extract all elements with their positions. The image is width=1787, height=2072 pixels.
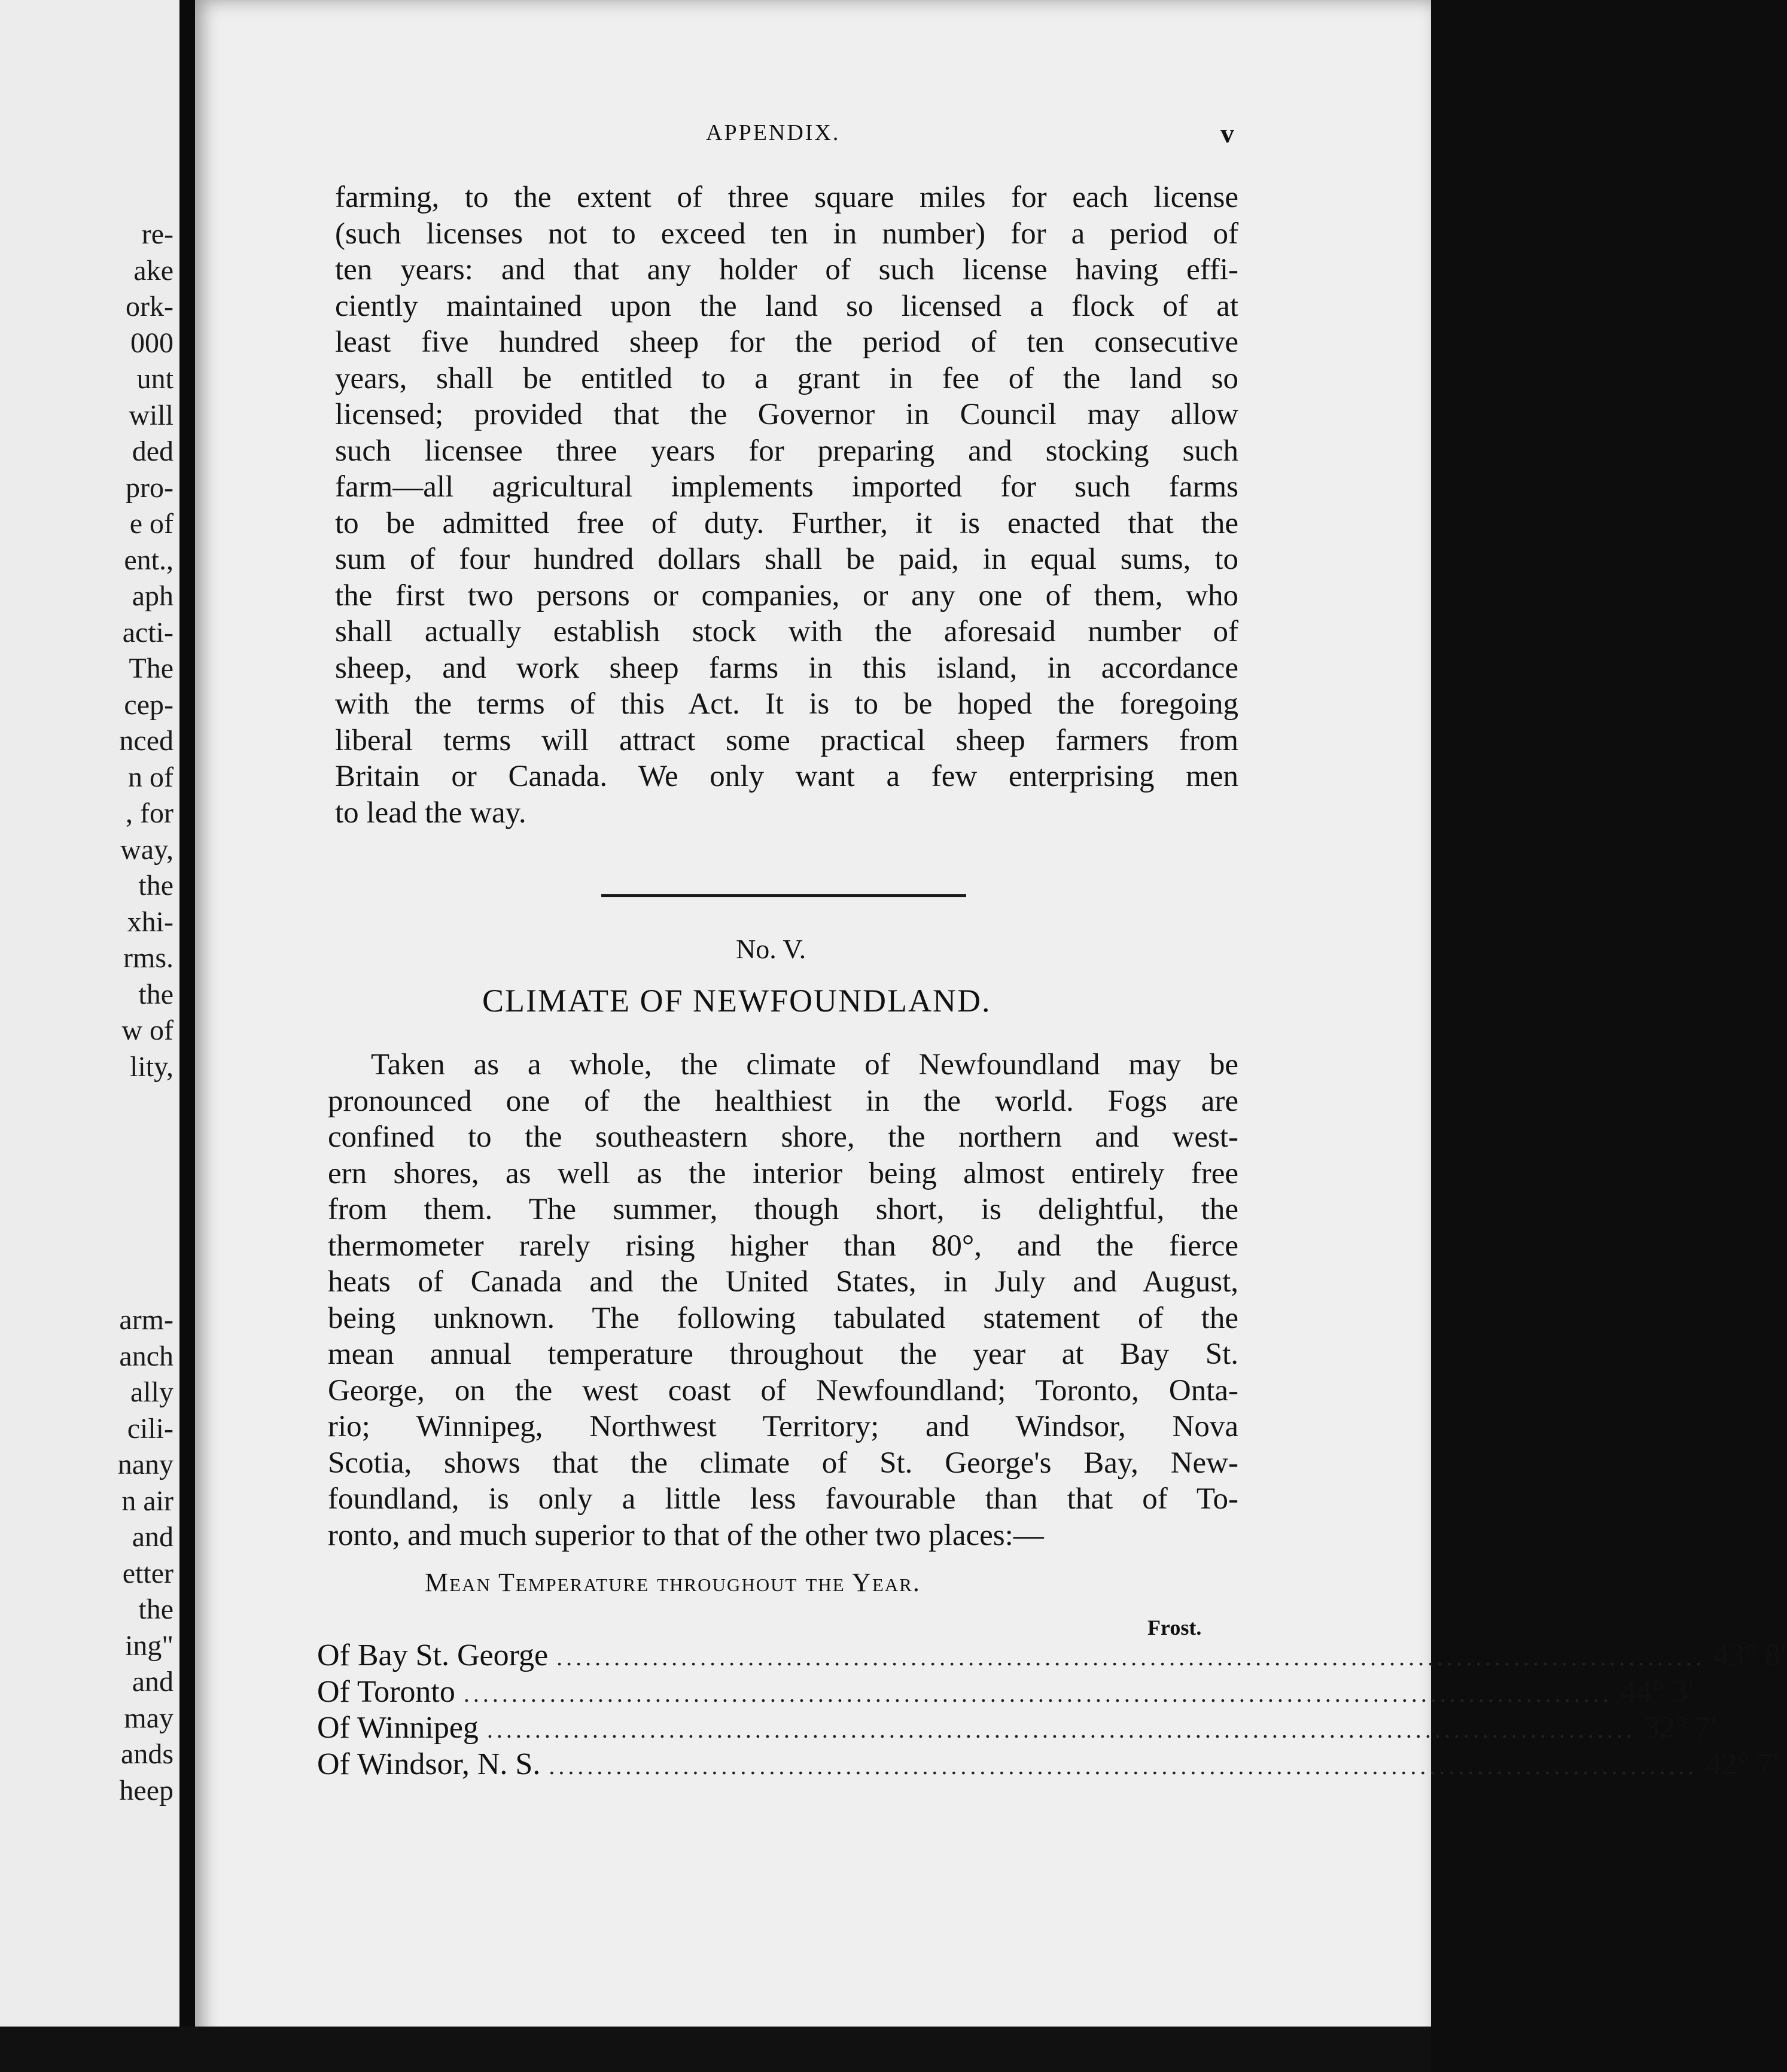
paragraph-climate — [328, 1047, 1238, 1553]
facing-page-fragment: 000 — [130, 327, 173, 359]
text-line: mean annual temperature throughout the year at Bay St. — [328, 1337, 1238, 1371]
facing-page-fragment: heep — [119, 1774, 173, 1806]
facing-page-fragment: the — [138, 870, 173, 901]
text-line: years, shall be entitled to a grant in fee of the land so — [335, 361, 1238, 395]
facing-page-fragment: lity, — [130, 1050, 173, 1083]
facing-page-fragment: rms. — [123, 942, 173, 974]
facing-page-fragment: , for — [126, 797, 173, 829]
facing-page-fragment: ing" — [125, 1629, 173, 1662]
facing-page-fragment: ands — [121, 1738, 173, 1770]
text-line: the first two persons or companies, or any one of them, who — [335, 578, 1238, 613]
table-heading: Mean Temperature throughout the Year. — [425, 1568, 921, 1597]
section-title: CLIMATE OF NEWFOUNDLAND. — [482, 983, 991, 1019]
text-line: pronounced one of the healthiest in the world. Fogs are — [328, 1084, 1238, 1118]
dot-leader: ........................................................................................................................ — [549, 1752, 1698, 1780]
facing-page-fragment — [0, 1122, 173, 1158]
text-line: ronto, and much superior to that of the other two places:— — [328, 1518, 1044, 1552]
paragraph-sheep-farming — [335, 179, 1238, 831]
scan-bottom-edge — [0, 2027, 1431, 2072]
facing-page-fragment: and — [132, 1521, 173, 1553]
text-line: Britain or Canada. We only want a few enterprising men — [335, 760, 1238, 793]
facing-page-fragment — [0, 1230, 173, 1266]
table-row — [317, 1747, 1780, 1783]
text-line: foundland, is only a little less favourable than that of To- — [328, 1482, 1238, 1516]
text-line: shall actually establish stock with the aforesaid number of — [335, 615, 1238, 648]
facing-page-text-fragments — [0, 217, 173, 1809]
section-divider-rule — [601, 894, 966, 897]
text-line: such licensee three years for preparing and stocking such — [335, 434, 1238, 468]
facing-page-fragment: n air — [121, 1485, 173, 1517]
facing-page-fragment: cep- — [124, 688, 173, 721]
table-row — [317, 1638, 1787, 1674]
text-line: thermometer rarely rising higher than 80°, and the fierce — [328, 1229, 1238, 1263]
temperature-value: 44° 3′ — [1620, 1674, 1694, 1709]
temperature-value: 43° 8′ — [1713, 1638, 1787, 1672]
facing-page-fragment: ent., — [124, 544, 173, 576]
running-head: APPENDIX. — [706, 120, 841, 145]
text-line: ciently maintained upon the land so licensed a flock of at — [335, 289, 1238, 323]
facing-page-fragment — [0, 1266, 173, 1303]
text-line: sum of four hundred dollars shall be paid, in equal sums, to — [335, 543, 1238, 576]
text-line: least five hundred sheep for the period of ten consecutive — [335, 325, 1238, 359]
text-line: George, on the west coast of Newfoundland; Toronto, Onta- — [328, 1373, 1238, 1407]
facing-page-fragment: The — [129, 653, 173, 684]
text-line: from them. The summer, though short, is delightful, the — [328, 1193, 1238, 1226]
text-line: to lead the way. — [335, 796, 526, 830]
text-line: confined to the southeastern shore, the northern and west- — [328, 1120, 1238, 1154]
facing-page-fragment: may — [124, 1702, 173, 1734]
facing-page-fragment: etter — [122, 1557, 173, 1589]
table-row — [317, 1674, 1694, 1711]
facing-page-fragment: n of — [128, 761, 173, 793]
facing-page-fragment: re- — [141, 218, 173, 250]
place-name: Of Bay St. George — [317, 1638, 549, 1672]
facing-page-fragment: pro- — [126, 471, 173, 504]
text-line: ten years: and that any holder of such license having effi- — [335, 253, 1238, 287]
facing-page-fragment: ork- — [126, 291, 173, 322]
text-line: being unknown. The following tabulated statement of the — [328, 1301, 1238, 1335]
temperature-value: 42° 7′ — [1706, 1747, 1780, 1781]
section-number: No. V. — [736, 934, 806, 964]
book-gutter — [179, 0, 195, 2072]
place-name: Of Toronto — [317, 1674, 455, 1709]
facing-page-fragment: and — [132, 1666, 173, 1698]
table-row — [317, 1710, 1718, 1747]
page-number: v — [1220, 118, 1234, 148]
text-line: (such licenses not to exceed ten in number) for a period of — [335, 217, 1238, 251]
text-line: sheep, and work sheep farms in this island, in accordance — [335, 651, 1238, 685]
facing-page-fragment: the — [138, 1593, 173, 1625]
facing-page-fragment: ally — [130, 1376, 173, 1408]
facing-page-fragment — [0, 1157, 173, 1194]
text-line: licensed; provided that the Governor in Council may allow — [335, 398, 1238, 431]
dot-leader: ........................................................................................................................ — [486, 1716, 1636, 1743]
facing-page-fragment: unt — [136, 363, 173, 395]
text-line: farming, to the extent of three square miles for each license — [335, 181, 1238, 214]
facing-page-fragment: ded — [132, 435, 173, 467]
facing-page-fragment: acti- — [122, 616, 173, 648]
text-line: ern shores, as well as the interior being almost entirely free — [328, 1156, 1238, 1190]
temperature-value: 32° 7′ — [1643, 1711, 1718, 1745]
facing-page-fragment: w of — [121, 1014, 173, 1046]
dot-leader: ........................................................................................................................ — [556, 1644, 1706, 1671]
facing-page-fragment — [0, 1194, 173, 1230]
facing-page-fragment — [0, 1085, 173, 1122]
facing-page-fragment: aph — [132, 580, 173, 612]
text-line: with the terms of this Act. It is to be hoped the foregoing — [335, 687, 1238, 721]
facing-page-fragment: arm- — [119, 1304, 173, 1336]
facing-page-fragment: cili- — [127, 1412, 173, 1445]
facing-page-fragment: way, — [120, 833, 173, 866]
facing-page-fragment: nany — [117, 1449, 173, 1480]
facing-page-fragment: anch — [119, 1340, 173, 1372]
facing-page-fragment: nced — [119, 725, 173, 757]
text-line: to be admitted free of duty. Further, it is enacted that the — [335, 506, 1238, 540]
facing-page-fragment: e of — [129, 508, 173, 540]
text-line: rio; Winnipeg, Northwest Territory; and Windsor, Nova — [328, 1410, 1238, 1443]
text-line: Taken as a whole, the climate of Newfoundland may be — [371, 1048, 1238, 1081]
table-column-head: Frost. — [1147, 1616, 1202, 1640]
facing-page-fragment: the — [138, 978, 173, 1010]
text-line: liberal terms will attract some practical sheep farmers from — [335, 723, 1238, 757]
facing-page-fragment: ake — [133, 254, 173, 287]
facing-page-fragment: will — [129, 399, 173, 431]
dot-leader: ........................................................................................................................ — [463, 1680, 1612, 1707]
text-line: heats of Canada and the United States, in July and August, — [328, 1265, 1238, 1299]
place-name: Of Winnipeg — [317, 1711, 479, 1745]
text-line: Scotia, shows that the climate of St. George's Bay, New- — [328, 1446, 1238, 1480]
facing-page-fragment: xhi- — [127, 906, 173, 938]
place-name: Of Windsor, N. S. — [317, 1747, 541, 1781]
temperature-table — [317, 1638, 1787, 1782]
text-line: farm—all agricultural implements imported for such farms — [335, 470, 1238, 504]
